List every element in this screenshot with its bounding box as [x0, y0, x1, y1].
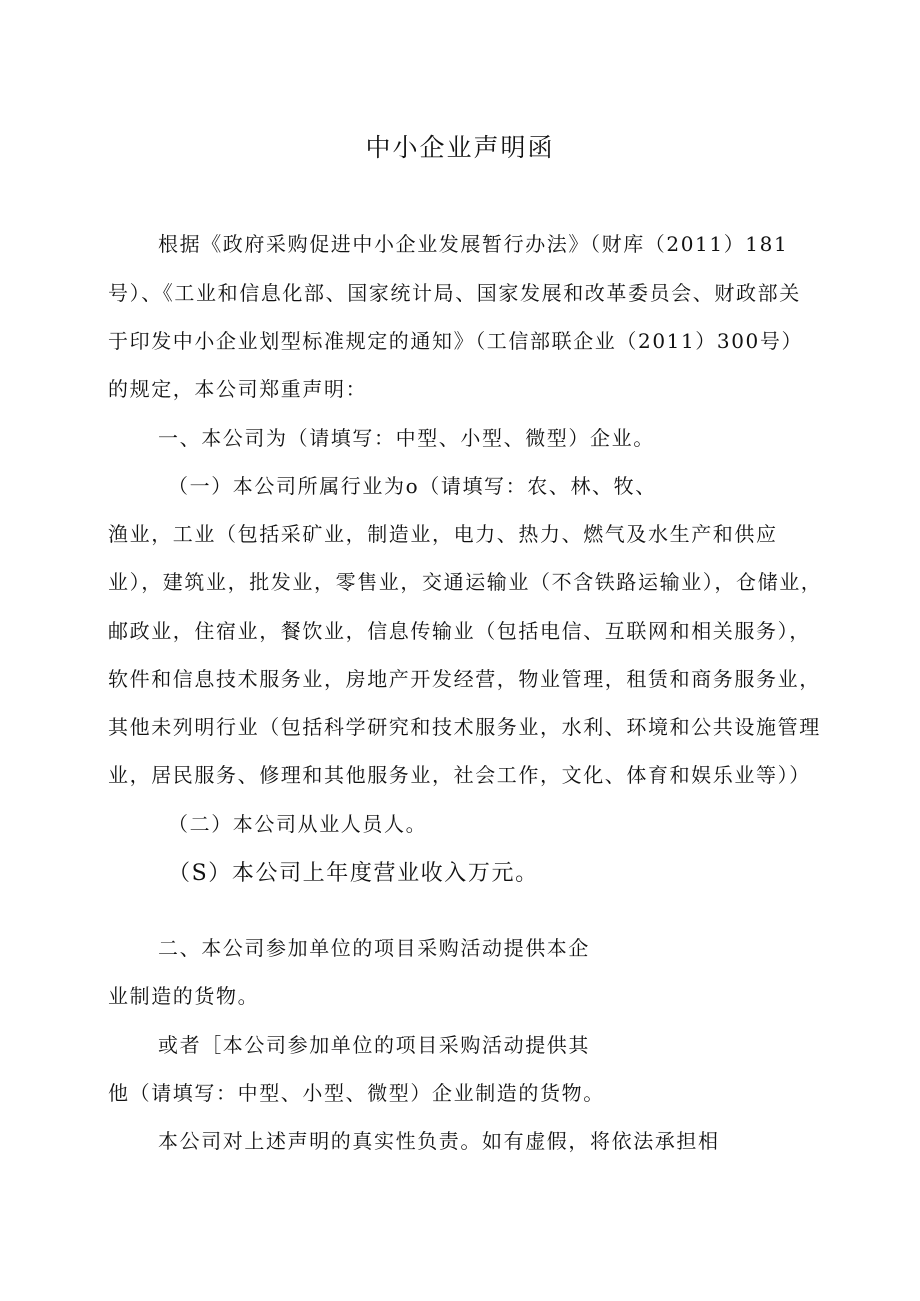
paragraph-line: （S）本公司上年度营业收入万元。	[168, 861, 539, 886]
paragraph-line: 二、本公司参加单位的项目采购活动提供本企	[158, 936, 590, 960]
paragraph-line: 其他未列明行业（包括科学研究和技术服务业，水利、环境和公共设施管理	[108, 715, 821, 739]
paragraph-line: 号）、《工业和信息化部、国家统计局、国家发展和改革委员会、财政部关	[108, 281, 801, 305]
paragraph-line: 本公司对上述声明的真实性负责。如有虚假，将依法承担相	[158, 1129, 720, 1153]
paragraph-line: （一）本公司所属行业为o（请填写：农、林、牧、	[168, 474, 657, 498]
paragraph-line: 根据《政府采购促进中小企业发展暂行办法》（财库（2011）181	[158, 232, 789, 256]
paragraph-line: 于印发中小企业划型标准规定的通知》（工信部联企业（2011）300号）	[108, 329, 804, 353]
paragraph-line: 软件和信息技术服务业，房地产开发经营，物业管理，租赁和商务服务业，	[108, 667, 821, 691]
paragraph-line: 渔业，工业（包括采矿业，制造业，电力、热力、燃气及水生产和供应	[108, 522, 778, 546]
paragraph-line: 业，居民服务、修理和其他服务业，社会工作，文化、体育和娱乐业等））	[108, 763, 811, 787]
paragraph-line: 邮政业，住宿业，餐饮业，信息传输业（包括电信、互联网和相关服务），	[108, 619, 811, 643]
paragraph-line: 或者［本公司参加单位的项目采购活动提供其	[158, 1033, 590, 1057]
paragraph-line: 业），建筑业，批发业，零售业，交通运输业（不含铁路运输业），仓储业，	[108, 570, 823, 594]
paragraph-line: 业制造的货物。	[108, 984, 260, 1008]
paragraph-line: 的规定，本公司郑重声明：	[108, 377, 368, 401]
paragraph-line: 他（请填写：中型、小型、微型）企业制造的货物。	[108, 1081, 605, 1105]
paragraph-line: （二）本公司从业人员人。	[168, 812, 428, 836]
paragraph-line: 一、本公司为（请填写：中型、小型、微型）企业。	[158, 426, 655, 450]
document-title: 中小企业声明函	[365, 133, 555, 162]
